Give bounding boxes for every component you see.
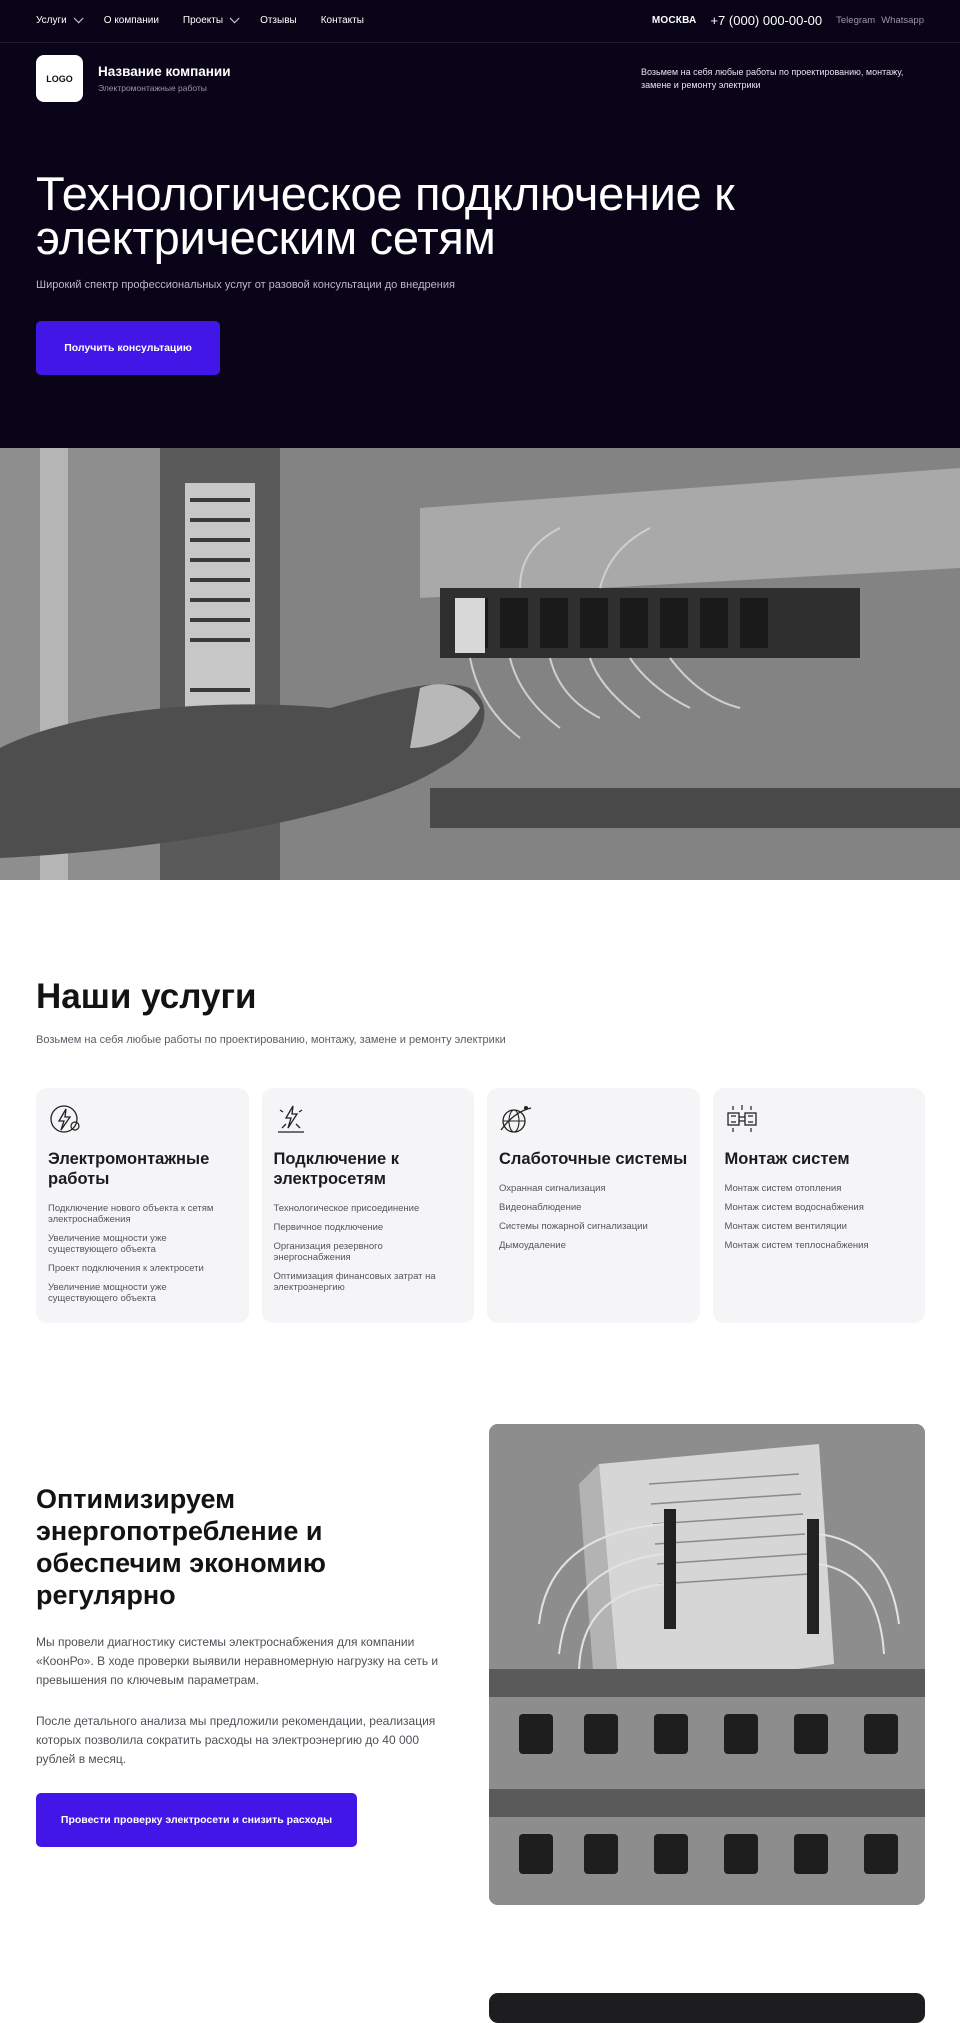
service-item[interactable]: Оптимизация финансовых затрат на электроэнергию: [273, 1271, 436, 1293]
whatsapp-link[interactable]: Whatsapp: [881, 15, 924, 26]
city-selector[interactable]: МОСКВА: [651, 15, 697, 26]
service-card-title: Монтаж систем: [724, 1150, 850, 1168]
service-item[interactable]: Охранная сигнализация: [499, 1183, 606, 1194]
service-card-title: Электромонтажные работы: [48, 1150, 210, 1188]
service-item[interactable]: Увеличение мощности уже существующего объекта: [48, 1233, 167, 1255]
chevron-down-icon: [73, 13, 83, 23]
service-list: [499, 1183, 688, 1251]
cabinet-illustration: [0, 448, 960, 880]
nav-item-label: Отзывы: [260, 15, 297, 26]
nav-item-reviews[interactable]: [260, 15, 297, 26]
globe-signal-icon: [499, 1102, 533, 1136]
nav-item-contacts[interactable]: [321, 15, 364, 26]
top-navigation: [0, 0, 960, 43]
service-list: [48, 1203, 237, 1304]
service-list: [274, 1203, 463, 1293]
next-section-image: [489, 1993, 925, 2023]
messenger-links: [836, 15, 924, 26]
nav-item-label: О компании: [103, 15, 159, 26]
service-card-title: Подключение к электросетям: [273, 1150, 399, 1188]
electrical-cabinet-wiring-photo: [0, 448, 960, 880]
service-item[interactable]: Подключение нового объекта к сетям электроснабжения: [48, 1203, 214, 1225]
company-subtitle: Электромонтажные работы: [98, 83, 207, 93]
service-item[interactable]: Проект подключения к электросети: [48, 1263, 204, 1274]
nav-menu: [36, 15, 364, 26]
service-item[interactable]: Монтаж систем водоснабжения: [724, 1202, 864, 1213]
header-tagline: Возьмем на себя любые работы по проектированию, монтажу, замене и ремонту электрики: [641, 67, 904, 90]
optimize-paragraph: Мы провели диагностику системы электроснабжения для компании «КоонРо». В ходе проверки выявили неравномерную нагрузку на сеть и превышения по ключевым параметрам.: [36, 1635, 439, 1687]
service-item[interactable]: Увеличение мощности уже существующего объекта: [48, 1282, 167, 1304]
service-item[interactable]: Монтаж систем теплоснабжения: [724, 1240, 869, 1251]
services-title: Наши услуги: [36, 977, 257, 1016]
services-cards: [36, 1088, 925, 1323]
service-card[interactable]: [262, 1088, 475, 1323]
nav-item-services[interactable]: [36, 15, 80, 26]
hero-subtitle: Широкий спектр профессиональных услуг от разовой консультации до внедрения: [36, 279, 455, 291]
phone-link[interactable]: +7 (000) 000-00-00: [710, 13, 823, 28]
company-name: Название компании: [98, 64, 231, 79]
hero-title: Технологическое подключение к электрическим сетям: [36, 167, 735, 264]
telegram-link[interactable]: Telegram: [836, 15, 876, 26]
service-item[interactable]: Системы пожарной сигнализации: [499, 1221, 648, 1232]
service-card[interactable]: [487, 1088, 700, 1323]
service-card[interactable]: [713, 1088, 926, 1323]
service-item[interactable]: Видеонаблюдение: [499, 1202, 582, 1213]
check-network-button[interactable]: Провести проверку электросети и снизить расходы: [36, 1793, 357, 1847]
service-item[interactable]: Монтаж систем вентиляции: [724, 1221, 847, 1232]
service-item[interactable]: Монтаж систем отопления: [724, 1183, 842, 1194]
nav-contacts: [652, 13, 924, 28]
logo[interactable]: LOGO: [36, 55, 83, 102]
lightning-ground-icon: [274, 1102, 308, 1136]
optimize-paragraph: После детального анализа мы предложили рекомендации, реализация которых позволила сократить расходы на электроэнергию до 40 000 рублей в месяц.: [36, 1714, 436, 1766]
nav-item-label: Контакты: [320, 15, 364, 26]
nav-item-label: Проекты: [182, 15, 224, 26]
nav-item-about[interactable]: [104, 15, 159, 26]
service-item[interactable]: Технологическое присоединение: [273, 1203, 420, 1214]
hero-section: [0, 0, 960, 448]
service-item[interactable]: Организация резервного энергоснабжения: [273, 1241, 383, 1263]
service-card[interactable]: [36, 1088, 249, 1323]
service-item[interactable]: Первичное подключение: [273, 1222, 384, 1233]
nav-item-label: Услуги: [36, 15, 67, 26]
services-subtitle: Возьмем на себя любые работы по проектированию, монтажу, замене и ремонту электрики: [36, 1034, 506, 1046]
lightning-globe-icon: [48, 1102, 82, 1136]
electrical-panel-photo: [489, 1424, 925, 1905]
panel-illustration: [489, 1424, 925, 1905]
connector-icon: [725, 1102, 759, 1136]
brand-block[interactable]: [36, 55, 231, 102]
service-item[interactable]: Дымоудаление: [499, 1240, 566, 1251]
service-card-title: Слаботочные системы: [499, 1150, 688, 1168]
nav-item-projects[interactable]: [183, 15, 236, 26]
optimize-title: Оптимизируем энергопотребление и обеспечим экономию регулярно: [36, 1484, 326, 1610]
get-consultation-button[interactable]: Получить консультацию: [36, 321, 220, 375]
brand-text: [98, 64, 231, 93]
chevron-down-icon: [230, 13, 240, 23]
service-list: [725, 1183, 914, 1251]
